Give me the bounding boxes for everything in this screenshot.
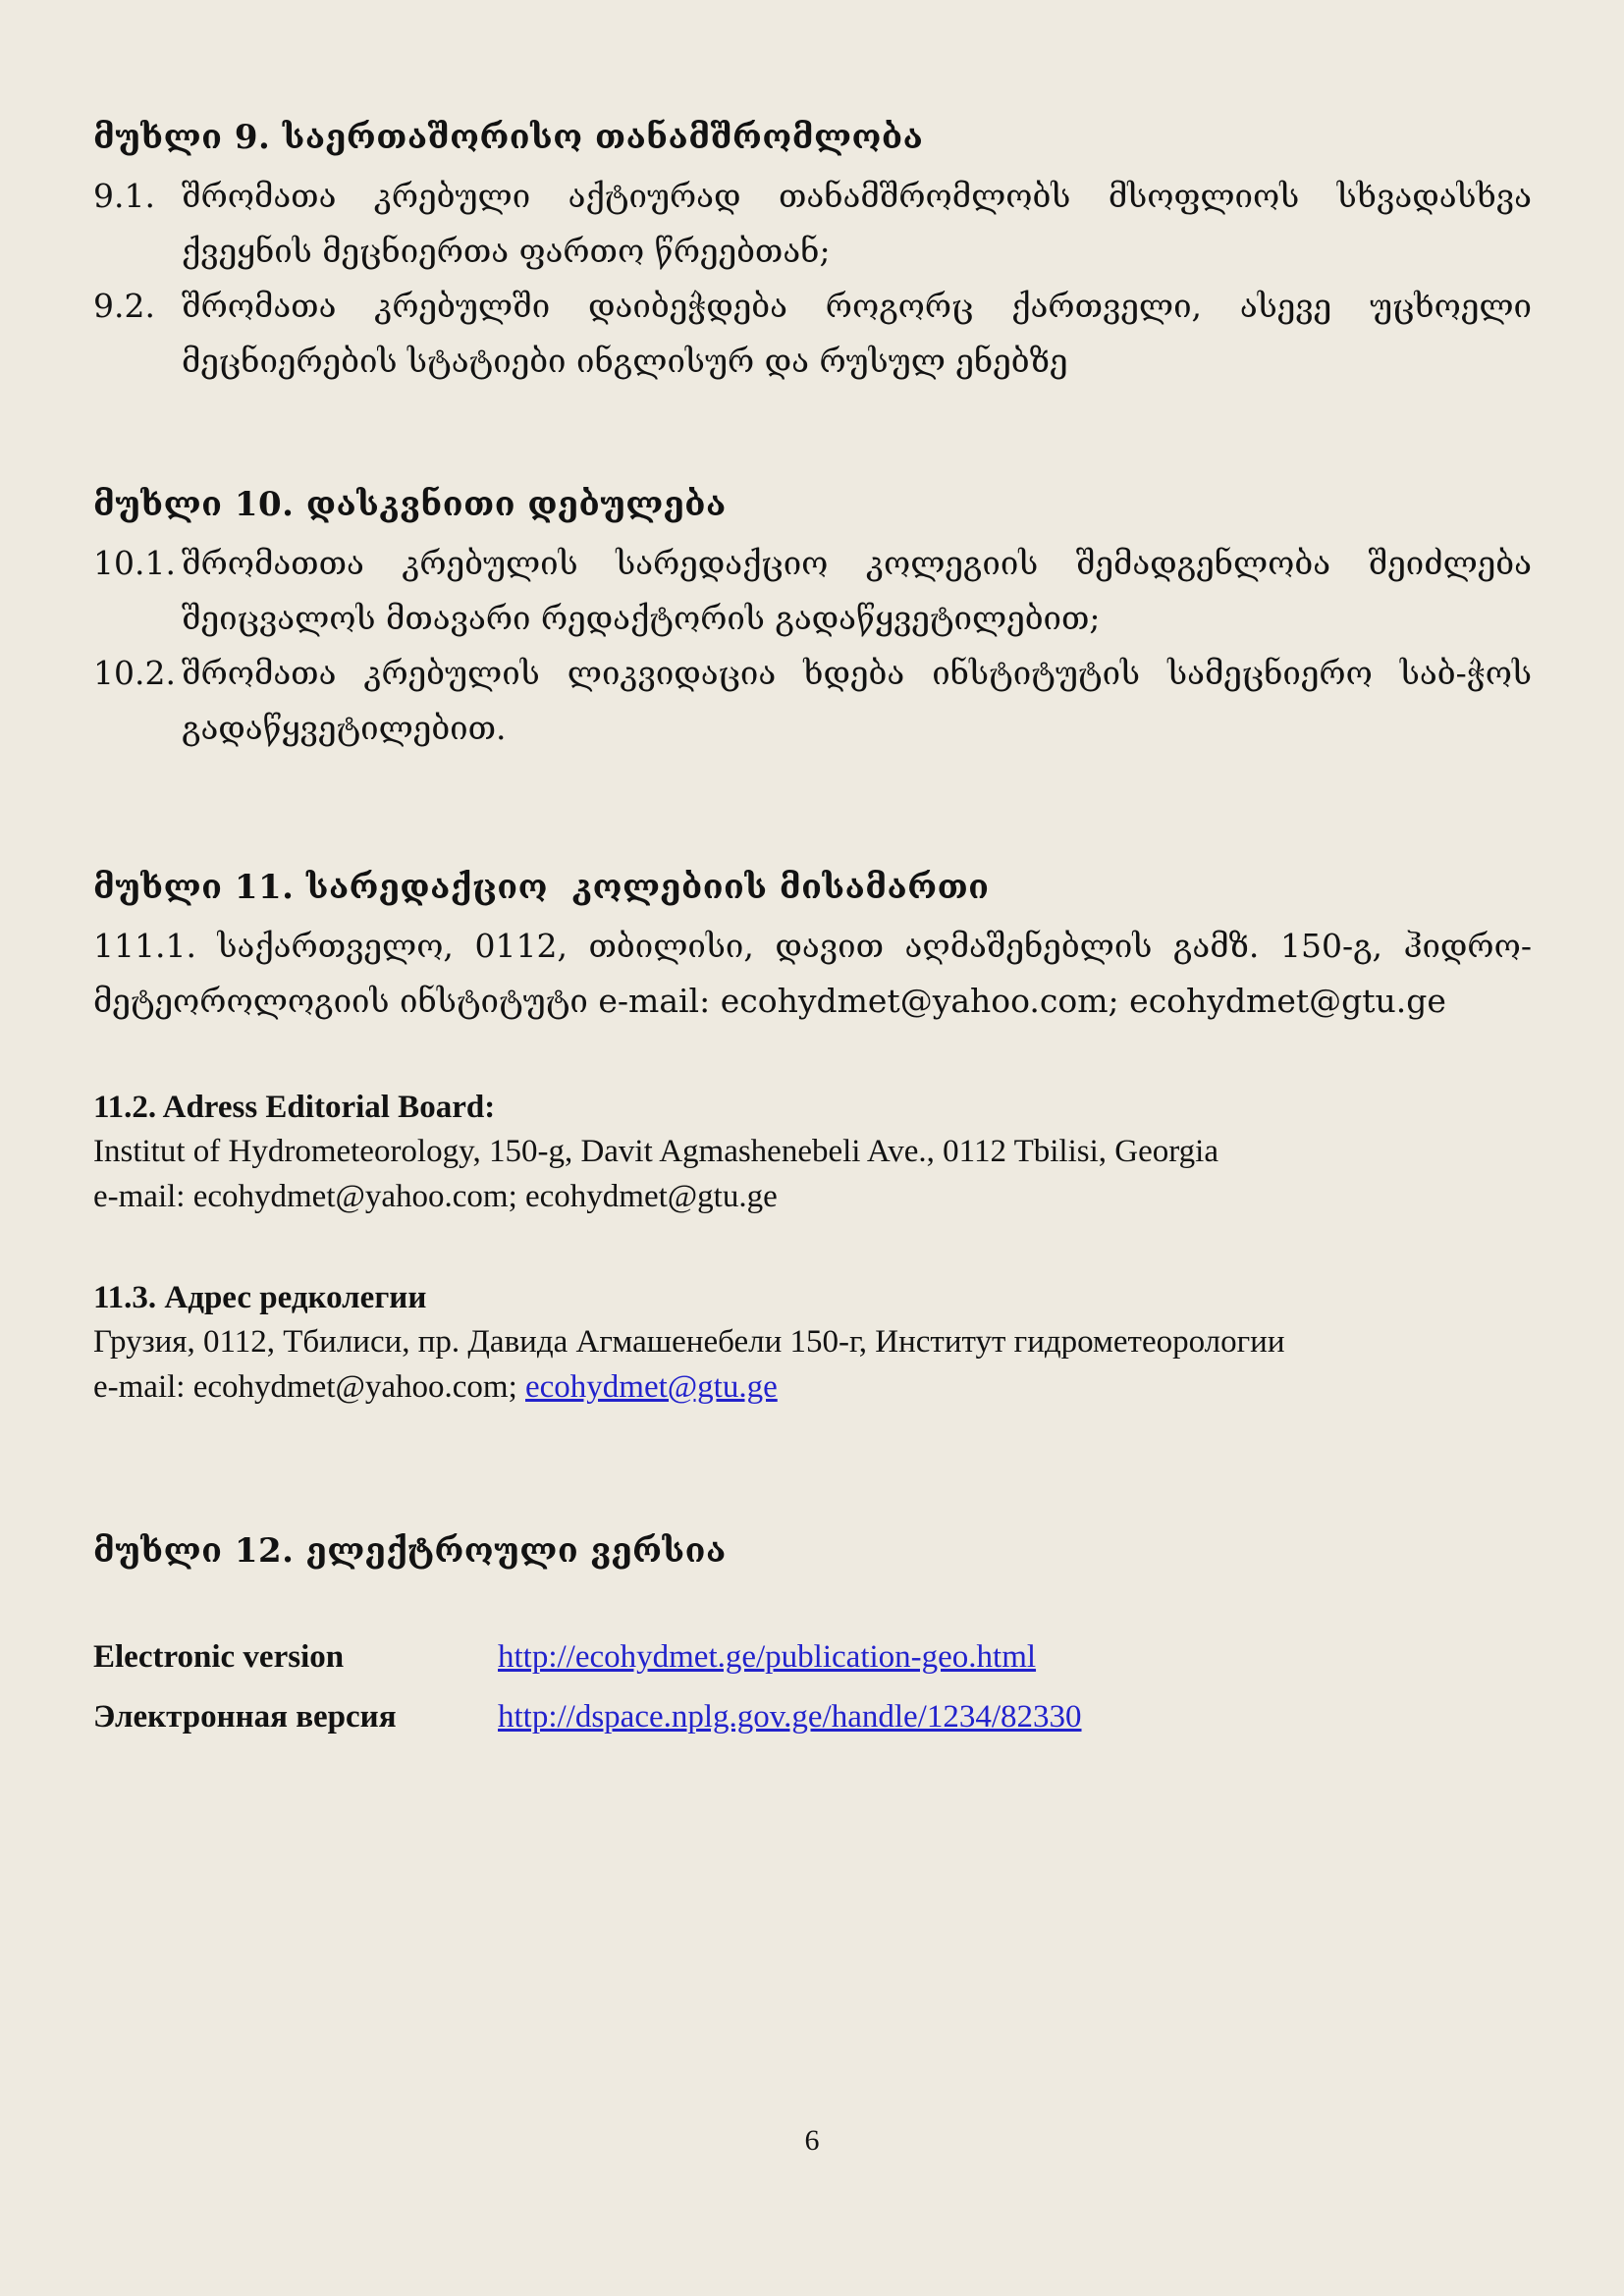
address-line-en: Institut of Hydrometeorology, 150-g, Davit Agmashenebeli Ave., 0112 Tbilisi, Georgia xyxy=(93,1134,1218,1169)
page-number: 6 xyxy=(804,2124,820,2157)
electronic-version-label-ru: Электронная версия xyxy=(93,1699,397,1735)
electronic-version-row xyxy=(93,1628,1532,1687)
list-item xyxy=(93,169,1532,279)
electronic-version-link-geo[interactable]: http://ecohydmet.ge/publication-geo.html xyxy=(498,1639,1037,1675)
email-line-ru xyxy=(93,1364,1532,1410)
article-9-heading: მუხლი 9. საერთაშორისო თანამშრომლობა xyxy=(93,118,924,157)
item-text: შრომათა კრებულში დაიბეჭდება როგორც ქართველი, ასევე უცხოელი მეცნიერების სტატიები ინგლისურ და რუსულ ენებზე xyxy=(182,287,1532,380)
article-12-heading: მუხლი 12. ელექტროული ვერსია xyxy=(93,1531,727,1571)
article-10-heading: მუხლი 10. დასკვნითი დებულება xyxy=(93,485,727,524)
item-text: შრომათა კრებულის ლიკვიდაცია ხდება ინსტიტუტის სამეცნიერო საბ-ჭოს გადაწყვეტილებით. xyxy=(182,654,1532,747)
electronic-version-table xyxy=(93,1628,1532,1747)
article-9-list xyxy=(93,169,1532,389)
item-text: შრომათა კრებული აქტიურად თანამშრომლობს მსოფლიოს სხვადასხვა ქვეყნის მეცნიერთა ფართო წრეებთან; xyxy=(182,177,1532,270)
article-12-section xyxy=(93,1529,1532,1747)
list-item xyxy=(93,536,1532,646)
item-number: 10.1. xyxy=(93,544,176,582)
subsection-11-3-heading: 11.3. Адрес редколегии xyxy=(93,1280,427,1315)
article-11-heading: მუხლი 11. სარედაქციო კოლებიის მისამართი xyxy=(93,868,990,907)
article-9-section xyxy=(93,116,1532,389)
item-number: 9.1. xyxy=(93,177,155,215)
item-text: შრომათთა კრებულის სარედაქციო კოლეგიის შემადგენლობა შეიძლება შეიცვალოს მთავარი რედაქტორის გადაწყვეტილებით; xyxy=(182,544,1532,637)
email-line-en: e-mail: ecohydmet@yahoo.com; ecohydmet@gtu.ge xyxy=(93,1179,778,1214)
item-number: 10.2. xyxy=(93,654,176,692)
list-item xyxy=(93,279,1532,389)
address-line-ru: Грузия, 0112, Тбилиси, пр. Давида Агмашенебели 150-г, Институт гидрометеорологии xyxy=(93,1324,1285,1360)
item-text: საქართველო, 0112, თბილისი, დავით აღმაშენებლის გამზ. 150-გ, ჰიდრო-მეტეოროლოგიის ინსტიტუტი e-mail: ecohydmet@yahoo.com; ecohydmet@gtu.ge xyxy=(93,927,1532,1020)
paragraph-111-1 xyxy=(93,919,1532,1029)
item-number: 111.1. xyxy=(93,927,196,965)
electronic-version-row xyxy=(93,1687,1532,1747)
electronic-version-link-dspace[interactable]: http://dspace.nplg.gov.ge/handle/1234/82330 xyxy=(498,1699,1082,1735)
article-11-section xyxy=(93,866,1532,1410)
item-number: 9.2. xyxy=(93,287,155,325)
email-link-ecohydmet-gtu[interactable]: ecohydmet@gtu.ge xyxy=(525,1369,778,1405)
email-text: e-mail: ecohydmet@yahoo.com; xyxy=(93,1369,526,1405)
article-10-section xyxy=(93,483,1532,756)
subsection-11-2-heading: 11.2. Adress Editorial Board: xyxy=(93,1090,496,1125)
article-10-list xyxy=(93,536,1532,756)
electronic-version-label-en: Electronic version xyxy=(93,1639,345,1675)
list-item xyxy=(93,646,1532,756)
